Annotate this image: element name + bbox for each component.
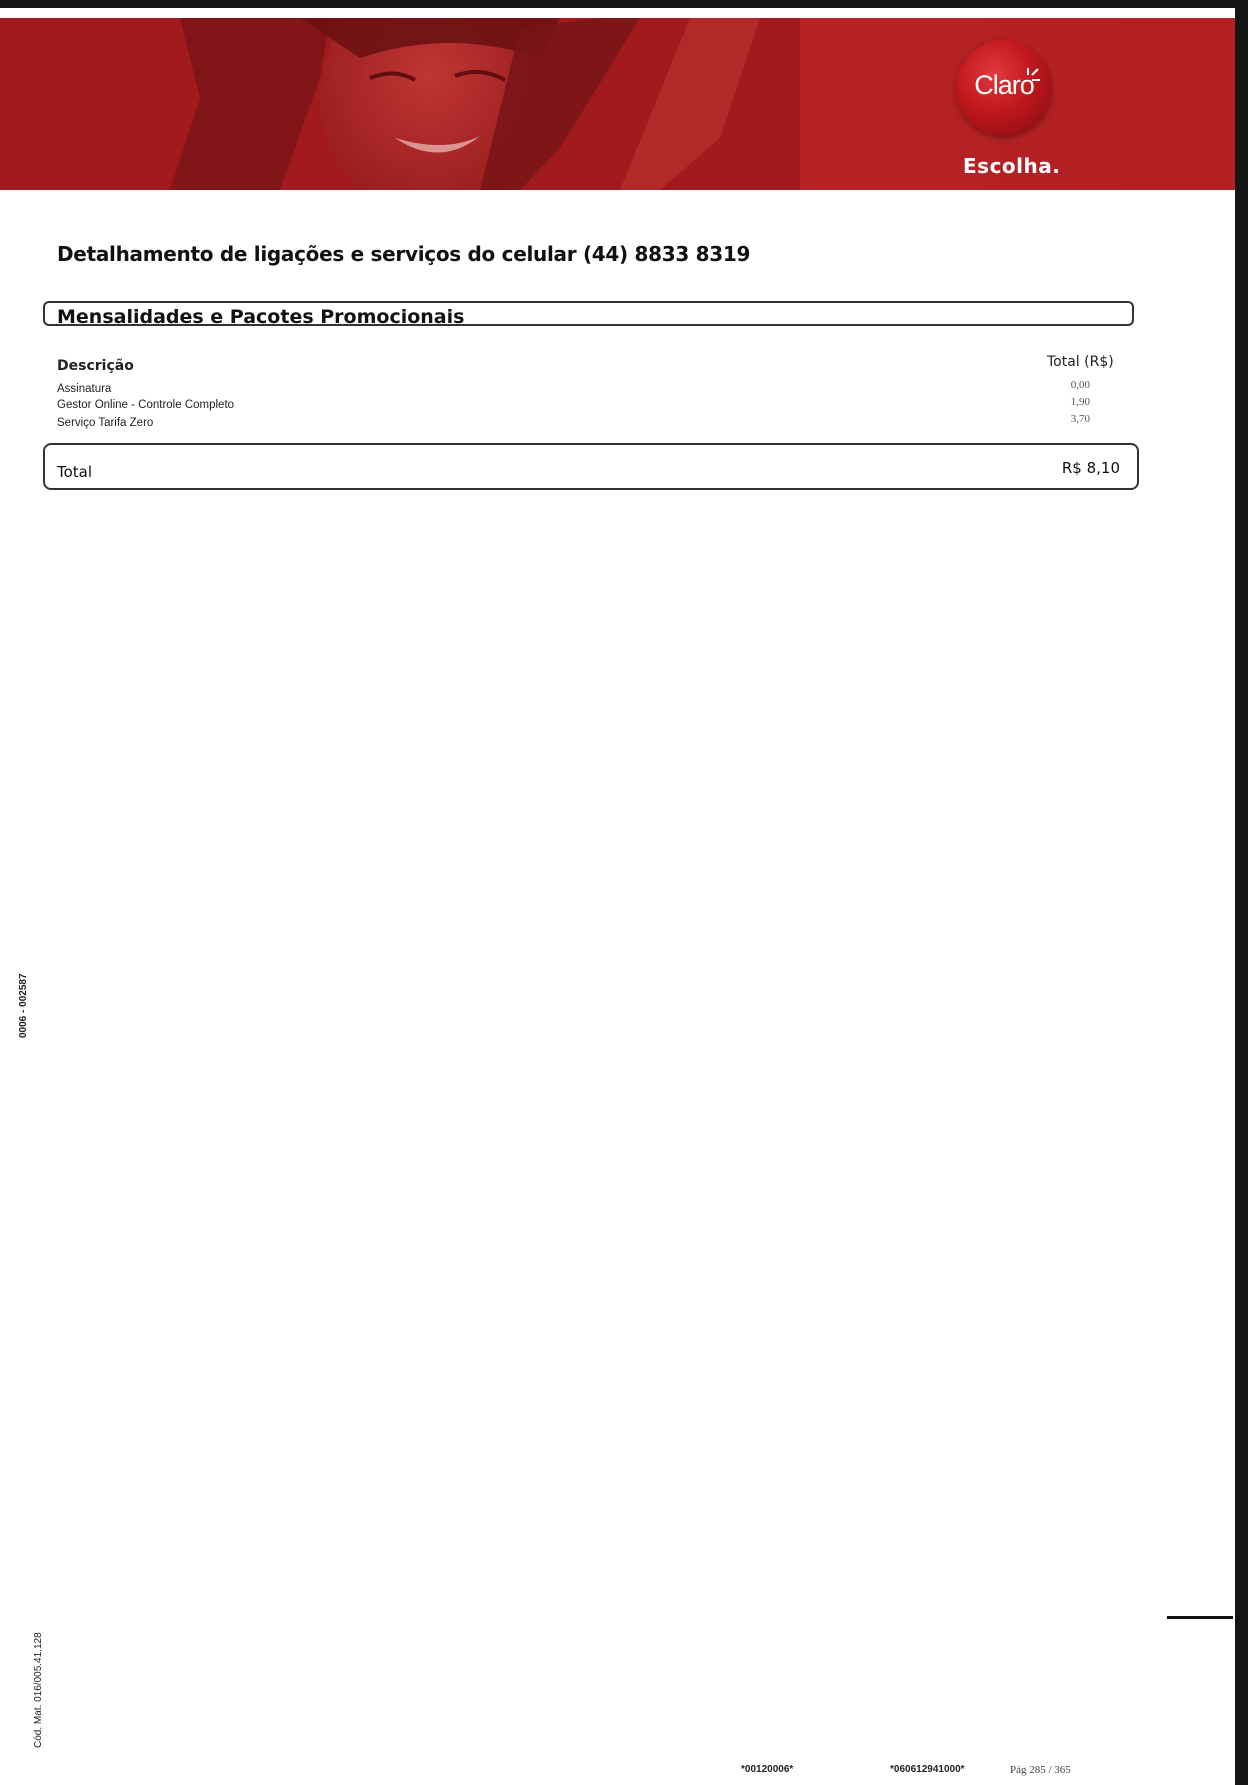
logo-text: Claro xyxy=(974,70,1034,100)
description-column-header: Descrição xyxy=(57,358,134,374)
section-title: Mensalidades e Pacotes Promocionais xyxy=(57,306,465,328)
list-item-value: 3,70 xyxy=(1070,413,1090,425)
list-item-label: Assinatura xyxy=(57,383,112,395)
list-item-value: 1,90 xyxy=(1070,396,1090,408)
list-item-value: 0,00 xyxy=(1070,379,1090,391)
fold-mark xyxy=(1167,1616,1233,1619)
page-number: Pág 285 / 365 xyxy=(1010,1764,1071,1776)
total-label: Total xyxy=(57,463,93,481)
total-frame xyxy=(43,443,1139,490)
page-title: Detalhamento de ligações e serviços do celular (44) 8833 8319 xyxy=(57,242,751,266)
footer-barcode-1: *00120006* xyxy=(741,1764,794,1775)
right-border xyxy=(1235,0,1248,1785)
banner-photo xyxy=(0,18,800,190)
margin-code-bottom: Cód. Mat. 016/005.41.128 xyxy=(33,1632,44,1748)
margin-code-top: 0006 - 002587 xyxy=(18,973,29,1038)
claro-logo xyxy=(956,40,1052,136)
bill-page xyxy=(0,8,1235,1785)
list-item-label: Gestor Online - Controle Completo xyxy=(57,399,235,411)
total-column-header: Total (R$) xyxy=(1047,354,1114,370)
logo-rays-icon xyxy=(1022,66,1044,88)
total-value: R$ 8,10 xyxy=(1061,459,1120,477)
list-item-label: Serviço Tarifa Zero xyxy=(57,417,154,429)
header-banner xyxy=(0,18,1235,190)
footer-barcode-2: *060612941000* xyxy=(890,1764,965,1775)
tagline: Escolha. xyxy=(963,154,1061,178)
top-border xyxy=(0,0,1248,8)
